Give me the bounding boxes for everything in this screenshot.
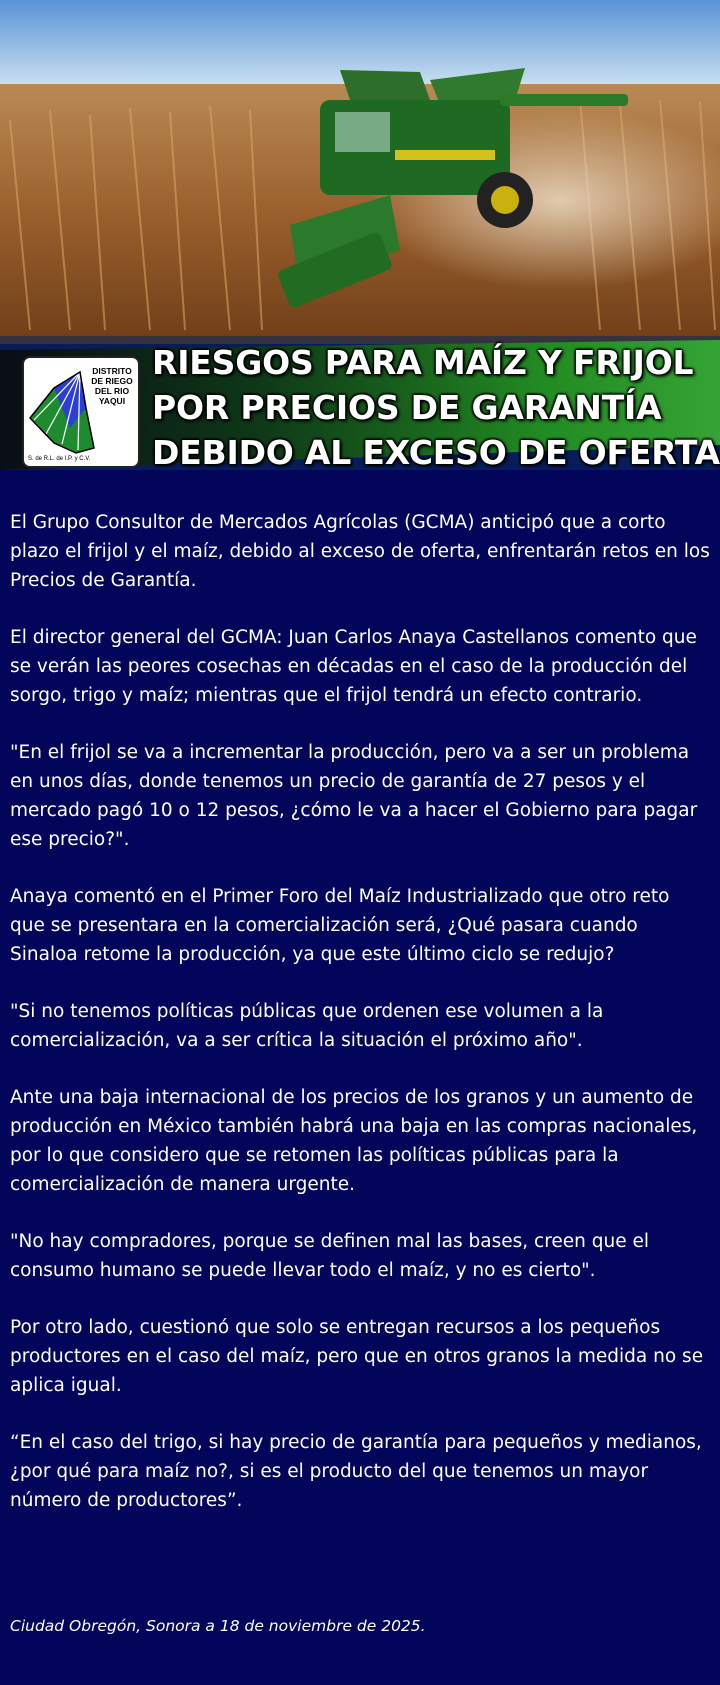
hero-image [0, 0, 720, 490]
logo-subtext: S. de R.L. de I.P. y C.V. [28, 456, 91, 462]
logo-line: DEL RIO [94, 386, 130, 396]
article-paragraph: Por otro lado, cuestionó que solo se entregan recursos a los pequeños productores en el caso del maíz, pero que en otros granos la medida no se aplica igual. [10, 1317, 704, 1396]
article-paragraph: El director general del GCMA: Juan Carlos Anaya Castellanos comento que se verán las peores cosechas en décadas en el caso de la producción del sorgo, trigo y maíz; mientras que el frijol tendrá un efecto contrario. [10, 627, 697, 706]
article-paragraph: El Grupo Consultor de Mercados Agrícolas (GCMA) anticipó que a corto plazo el frijol y el maíz, debido al exceso de oferta, enfrentarán retos en los Precios de Garantía. [10, 512, 710, 591]
article-paragraph: Ante una baja internacional de los precios de los granos y un aumento de producción en México también habrá una baja en las compras nacionales, por lo que considero que se retomen las políticas públicas para la comercialización de manera urgente. [10, 1087, 698, 1195]
headline-line: POR PRECIOS DE GARANTÍA [152, 388, 662, 427]
headline [152, 340, 718, 475]
headline-line: RIESGOS PARA MAÍZ Y FRIJOL [152, 343, 694, 382]
logo-line: DE RIEGO [91, 376, 133, 386]
article-body [10, 508, 710, 1543]
dateline: Ciudad Obregón, Sonora a 18 de noviembre de 2025. [10, 1617, 426, 1635]
headline-line: DEBIDO AL EXCESO DE OFERTA [152, 433, 720, 472]
article-paragraph: "No hay compradores, porque se definen mal las bases, creen que el consumo humano se puede llevar todo el maíz, y no es cierto". [10, 1231, 650, 1281]
logo-line: YAQUI [98, 396, 126, 406]
article-paragraph: "Si no tenemos políticas públicas que ordenen ese volumen a la comercialización, va a ser crítica la situación el próximo año". [10, 1001, 604, 1051]
district-logo [22, 356, 140, 468]
article-paragraph: “En el caso del trigo, si hay precio de garantía para pequeños y medianos, ¿por qué para maíz no?, si es el producto del que tenemos un mayor número de productores”. [10, 1432, 702, 1511]
article-paragraph: "En el frijol se va a incrementar la producción, pero va a ser un problema en unos días, donde tenemos un precio de garantía de 27 pesos y el mercado pagó 10 o 12 pesos, ¿cómo le va a hacer el Gobierno para pagar ese precio?". [10, 742, 698, 850]
logo-line: DISTRITO [92, 366, 132, 376]
logo-name [84, 366, 140, 406]
article-paragraph: Anaya comentó en el Primer Foro del Maíz Industrializado que otro reto que se presentara en la comercialización será, ¿Qué pasara cuando Sinaloa retome la producción, ya que este último ciclo se redujo? [10, 886, 670, 965]
